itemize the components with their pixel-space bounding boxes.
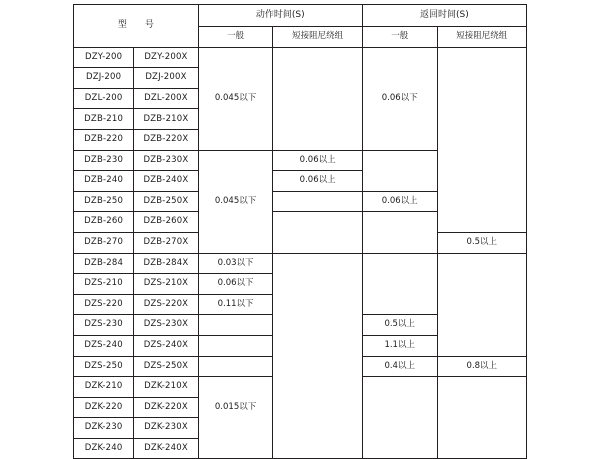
table-row: [74, 356, 527, 377]
cell-return-shorted: [437, 191, 526, 212]
cell-action-shorted: [273, 356, 362, 377]
cell-model-a: DZS-230: [74, 315, 134, 336]
cell-return-general: [362, 294, 437, 315]
cell-action-general: [198, 438, 273, 459]
table-body: [74, 47, 527, 459]
cell-action-shorted: [273, 315, 362, 336]
table-row: [74, 109, 527, 130]
table-header: [74, 5, 527, 48]
cell-model-a: DZS-220: [74, 294, 134, 315]
table-row: [74, 171, 527, 192]
cell-model-b: DZS-210X: [134, 274, 198, 295]
cell-return-shorted: [437, 397, 526, 418]
cell-action-general: 0.06以下: [198, 274, 273, 295]
cell-action-shorted: 0.06以上: [273, 171, 362, 192]
cell-return-general: [362, 253, 437, 274]
cell-return-shorted: [437, 294, 526, 315]
cell-model-b: DZB-210X: [134, 109, 198, 130]
cell-action-shorted: [273, 274, 362, 295]
table-row: [74, 377, 527, 398]
cell-model-a: DZK-220: [74, 397, 134, 418]
cell-return-shorted: [437, 335, 526, 356]
cell-return-general: [362, 109, 437, 130]
cell-action-general: [198, 356, 273, 377]
header-return-shorted-damping: 短接阻尼绕组: [437, 27, 526, 48]
cell-return-general: [362, 212, 437, 233]
cell-action-general: [198, 232, 273, 253]
cell-action-shorted: [273, 294, 362, 315]
cell-action-shorted: [273, 253, 362, 274]
cell-model-a: DZB-250: [74, 191, 134, 212]
cell-action-general: [198, 109, 273, 130]
cell-model-b: DZB-260X: [134, 212, 198, 233]
cell-model-a: DZB-230: [74, 150, 134, 171]
cell-model-a: DZY-200: [74, 47, 134, 68]
cell-action-shorted: [273, 397, 362, 418]
cell-action-shorted: [273, 438, 362, 459]
cell-action-shorted: [273, 418, 362, 439]
cell-action-general: [198, 171, 273, 192]
cell-model-b: DZS-240X: [134, 335, 198, 356]
cell-action-general: [198, 212, 273, 233]
cell-return-shorted: 0.5以上: [437, 232, 526, 253]
cell-model-a: DZK-240: [74, 438, 134, 459]
cell-action-general: 0.045以下: [198, 191, 273, 212]
cell-return-general: [362, 171, 437, 192]
cell-action-shorted: [273, 129, 362, 150]
table-row: [74, 88, 527, 109]
cell-model-b: DZY-200X: [134, 47, 198, 68]
cell-return-shorted: [437, 438, 526, 459]
cell-return-general: [362, 232, 437, 253]
table-row: [74, 315, 527, 336]
cell-action-shorted: [273, 191, 362, 212]
table-row: [74, 274, 527, 295]
cell-return-general: [362, 129, 437, 150]
cell-action-general: [198, 418, 273, 439]
table-row: [74, 68, 527, 89]
cell-action-shorted: [273, 335, 362, 356]
cell-model-a: DZJ-200: [74, 68, 134, 89]
table-row: [74, 418, 527, 439]
cell-action-general: 0.11以下: [198, 294, 273, 315]
cell-action-general: [198, 335, 273, 356]
cell-action-shorted: [273, 377, 362, 398]
cell-return-general: [362, 68, 437, 89]
cell-action-general: 0.015以下: [198, 397, 273, 418]
cell-model-b: DZJ-200X: [134, 68, 198, 89]
cell-return-general: [362, 377, 437, 398]
cell-model-b: DZB-230X: [134, 150, 198, 171]
cell-action-shorted: [273, 47, 362, 68]
cell-return-general: [362, 274, 437, 295]
cell-action-shorted: [273, 232, 362, 253]
cell-action-general: 0.045以下: [198, 88, 273, 109]
cell-model-a: DZS-250: [74, 356, 134, 377]
cell-return-general: [362, 418, 437, 439]
cell-return-shorted: [437, 171, 526, 192]
table-row: [74, 397, 527, 418]
cell-action-shorted: [273, 212, 362, 233]
header-action-general: 一般: [198, 27, 273, 48]
table-row: [74, 212, 527, 233]
cell-model-a: DZK-210: [74, 377, 134, 398]
table-row: [74, 191, 527, 212]
cell-model-a: DZB-240: [74, 171, 134, 192]
cell-return-shorted: [437, 418, 526, 439]
header-action-shorted-damping: 短接阻尼绕组: [273, 27, 362, 48]
cell-model-a: DZB-220: [74, 129, 134, 150]
cell-return-shorted: [437, 88, 526, 109]
table-row: [74, 253, 527, 274]
cell-return-shorted: [437, 274, 526, 295]
cell-action-general: [198, 68, 273, 89]
cell-model-b: DZB-270X: [134, 232, 198, 253]
cell-action-general: [198, 129, 273, 150]
relay-timing-table: [73, 4, 527, 459]
header-model: 型 号: [74, 5, 199, 48]
cell-model-a: DZB-210: [74, 109, 134, 130]
cell-return-general: 0.06以上: [362, 191, 437, 212]
table-row: [74, 335, 527, 356]
cell-model-b: DZK-210X: [134, 377, 198, 398]
header-return-general: 一般: [362, 27, 437, 48]
cell-return-shorted: [437, 68, 526, 89]
cell-model-b: DZB-240X: [134, 171, 198, 192]
table-row: [74, 438, 527, 459]
cell-model-a: DZS-210: [74, 274, 134, 295]
cell-return-general: [362, 150, 437, 171]
table-header-row-1: [74, 5, 527, 27]
cell-model-b: DZS-230X: [134, 315, 198, 336]
cell-return-shorted: [437, 377, 526, 398]
cell-return-general: [362, 438, 437, 459]
cell-action-shorted: [273, 68, 362, 89]
cell-model-b: DZK-220X: [134, 397, 198, 418]
table-row: [74, 47, 527, 68]
cell-return-shorted: [437, 315, 526, 336]
cell-return-general: 0.4以上: [362, 356, 437, 377]
table-row: [74, 232, 527, 253]
cell-model-a: DZK-230: [74, 418, 134, 439]
cell-action-general: [198, 315, 273, 336]
cell-model-b: DZS-220X: [134, 294, 198, 315]
cell-model-b: DZS-250X: [134, 356, 198, 377]
cell-model-b: DZL-200X: [134, 88, 198, 109]
cell-return-shorted: [437, 253, 526, 274]
cell-action-shorted: 0.06以上: [273, 150, 362, 171]
cell-return-general: [362, 397, 437, 418]
cell-return-general: 0.06以下: [362, 88, 437, 109]
cell-action-general: [198, 47, 273, 68]
cell-model-a: DZB-270: [74, 232, 134, 253]
cell-action-general: [198, 377, 273, 398]
cell-model-b: DZB-284X: [134, 253, 198, 274]
cell-action-shorted: [273, 109, 362, 130]
cell-model-b: DZB-250X: [134, 191, 198, 212]
header-action-time: 动作时间(S): [198, 5, 362, 27]
cell-return-shorted: [437, 109, 526, 130]
table-row: [74, 294, 527, 315]
cell-model-b: DZB-220X: [134, 129, 198, 150]
cell-action-shorted: [273, 88, 362, 109]
cell-return-shorted: [437, 129, 526, 150]
cell-return-general: 0.5以上: [362, 315, 437, 336]
header-return-time: 返回时间(S): [362, 5, 526, 27]
cell-model-a: DZB-260: [74, 212, 134, 233]
cell-return-general: 1.1以上: [362, 335, 437, 356]
cell-return-shorted: 0.8以上: [437, 356, 526, 377]
cell-return-shorted: [437, 47, 526, 68]
cell-model-b: DZK-230X: [134, 418, 198, 439]
cell-model-b: DZK-240X: [134, 438, 198, 459]
cell-model-a: DZS-240: [74, 335, 134, 356]
cell-return-shorted: [437, 150, 526, 171]
table-row: [74, 150, 527, 171]
cell-return-shorted: [437, 212, 526, 233]
table-row: [74, 129, 527, 150]
cell-return-general: [362, 47, 437, 68]
cell-model-a: DZL-200: [74, 88, 134, 109]
cell-action-general: [198, 150, 273, 171]
cell-action-general: 0.03以下: [198, 253, 273, 274]
cell-model-a: DZB-284: [74, 253, 134, 274]
